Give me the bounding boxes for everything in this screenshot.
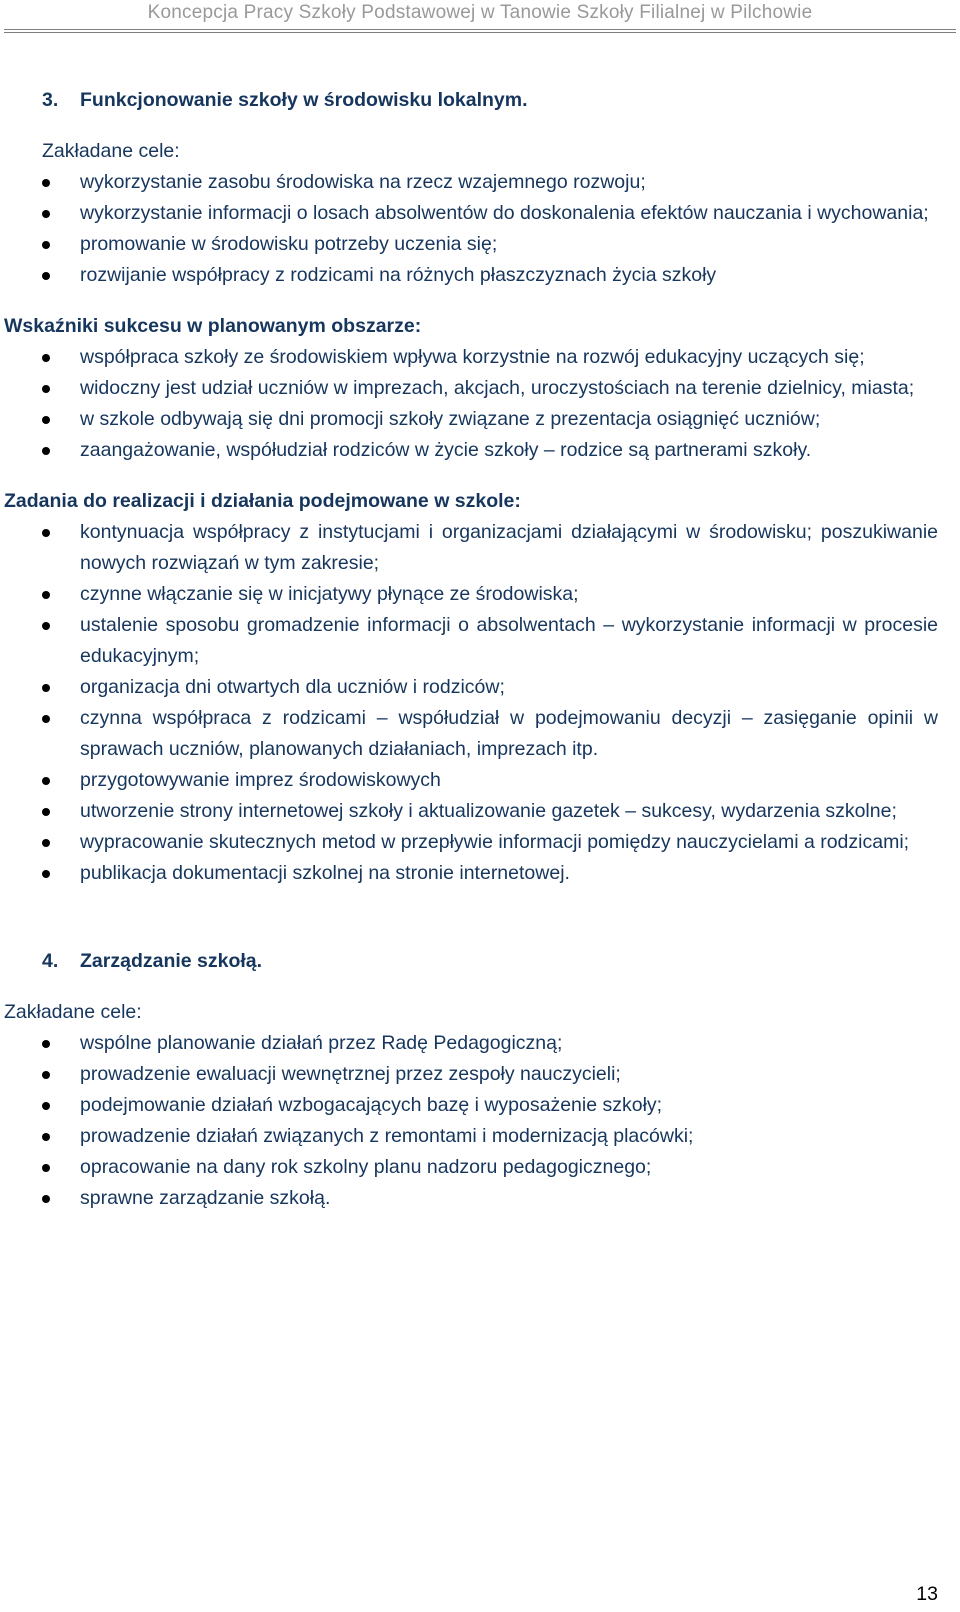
document-body bbox=[0, 84, 960, 1214]
section-3-indicators-label: Wskaźniki sukcesu w planowanym obszarze: bbox=[4, 315, 422, 337]
header-rule bbox=[4, 29, 956, 33]
list-item: wypracowanie skutecznych metod w przepływie informacji pomiędzy nauczycielami a rodzicami; bbox=[0, 827, 960, 858]
list-item: w szkole odbywają się dni promocji szkoły związane z prezentacja osiągnięć uczniów; bbox=[0, 404, 960, 435]
section-3-heading bbox=[0, 84, 960, 116]
section-3-title: Funkcjonowanie szkoły w środowisku lokalnym. bbox=[80, 89, 528, 111]
list-item: czynne włączanie się w inicjatywy płynące ze środowiska; bbox=[0, 579, 960, 610]
section-4-goals-label: Zakładane cele: bbox=[4, 1001, 142, 1023]
list-item: zaangażowanie, współudział rodziców w życie szkoły – rodzice są partnerami szkoły. bbox=[0, 435, 960, 466]
section-3-goals-label: Zakładane cele: bbox=[42, 140, 180, 162]
section-4-heading bbox=[0, 945, 960, 977]
page-header bbox=[0, 0, 960, 38]
section-4-number: 4. bbox=[42, 950, 59, 972]
list-item: rozwijanie współpracy z rodzicami na różnych płaszczyznach życia szkoły bbox=[0, 260, 960, 291]
list-item: widoczny jest udział uczniów w imprezach, akcjach, uroczystościach na terenie dzielnicy, miasta; bbox=[0, 373, 960, 404]
running-header-title: Koncepcja Pracy Szkoły Podstawowej w Tanowie Szkoły Filialnej w Pilchowie bbox=[147, 2, 813, 23]
section-3-goals-list bbox=[0, 167, 960, 291]
list-item: kontynuacja współpracy z instytucjami i organizacjami działającymi w środowisku; poszukiwanie nowych rozwiązań w tym zakresie; bbox=[0, 517, 960, 579]
section-4-goals-list bbox=[0, 1028, 960, 1214]
list-item: czynna współpraca z rodzicami – współudział w podejmowaniu decyzji – zasięganie opinii w sprawach uczniów, planowanych działaniach, imprezach itp. bbox=[0, 703, 960, 765]
list-item: przygotowywanie imprez środowiskowych bbox=[0, 765, 960, 796]
list-item: sprawne zarządzanie szkołą. bbox=[0, 1183, 960, 1214]
list-item: ustalenie sposobu gromadzenie informacji o absolwentach – wykorzystanie informacji w procesie edukacyjnym; bbox=[0, 610, 960, 672]
section-3-tasks-list bbox=[0, 517, 960, 889]
section-4-title: Zarządzanie szkołą. bbox=[80, 950, 263, 972]
list-item: organizacja dni otwartych dla uczniów i rodziców; bbox=[0, 672, 960, 703]
list-item: opracowanie na dany rok szkolny planu nadzoru pedagogicznego; bbox=[0, 1152, 960, 1183]
section-3-indicators-list bbox=[0, 342, 960, 466]
list-item: publikacja dokumentacji szkolnej na stronie internetowej. bbox=[0, 858, 960, 889]
page-number: 13 bbox=[916, 1583, 938, 1605]
list-item: wspólne planowanie działań przez Radę Pedagogiczną; bbox=[0, 1028, 960, 1059]
list-item: prowadzenie ewaluacji wewnętrznej przez zespoły nauczycieli; bbox=[0, 1059, 960, 1090]
section-3-number: 3. bbox=[42, 89, 59, 111]
section-3-tasks-label: Zadania do realizacji i działania podejmowane w szkole: bbox=[4, 490, 521, 512]
list-item: podejmowanie działań wzbogacających bazę i wyposażenie szkoły; bbox=[0, 1090, 960, 1121]
list-item: wykorzystanie informacji o losach absolwentów do doskonalenia efektów nauczania i wychowania; bbox=[0, 198, 960, 229]
list-item: utworzenie strony internetowej szkoły i aktualizowanie gazetek – sukcesy, wydarzenia szkolne; bbox=[0, 796, 960, 827]
list-item: wykorzystanie zasobu środowiska na rzecz wzajemnego rozwoju; bbox=[0, 167, 960, 198]
list-item: współpraca szkoły ze środowiskiem wpływa korzystnie na rozwój edukacyjny uczących się; bbox=[0, 342, 960, 373]
list-item: promowanie w środowisku potrzeby uczenia się; bbox=[0, 229, 960, 260]
list-item: prowadzenie działań związanych z remontami i modernizacją placówki; bbox=[0, 1121, 960, 1152]
